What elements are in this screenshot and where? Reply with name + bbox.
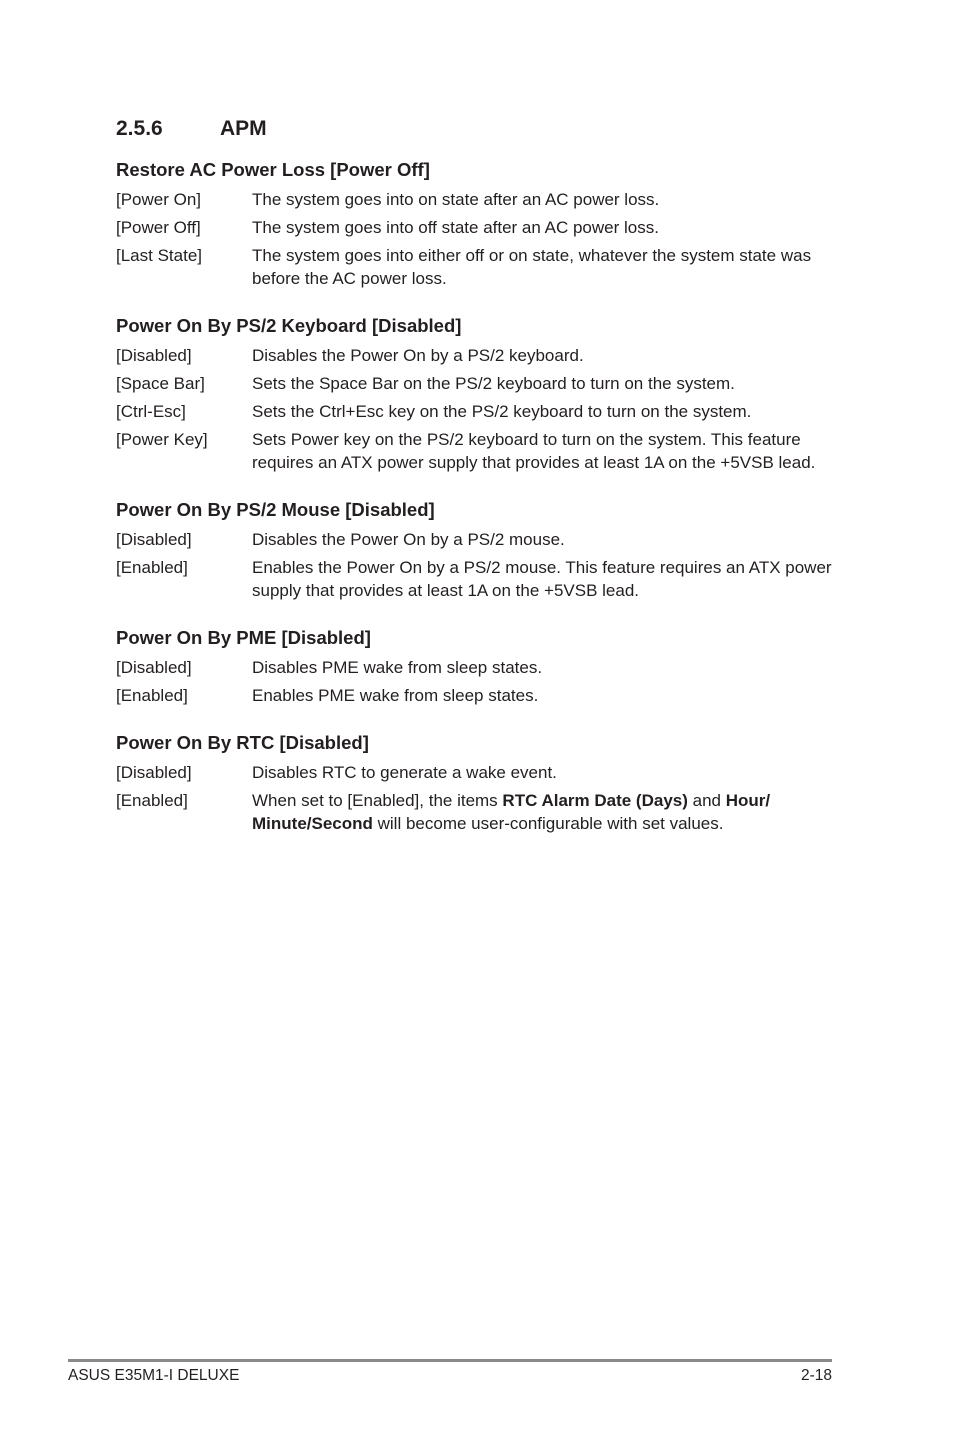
option-row: [116, 344, 836, 367]
option-label: [Disabled]: [116, 658, 192, 677]
subsection-title: Restore AC Power Loss [Power Off]: [116, 159, 430, 180]
option-row: [116, 428, 836, 474]
option-description: The system goes into on state after an AC power loss.: [252, 190, 660, 209]
option-label: [Power Key]: [116, 430, 208, 449]
option-description: Enables the Power On by a PS/2 mouse. This feature requires an ATX power supply that provides at least 1A on the +5VSB lead.: [252, 558, 832, 600]
option-row: [116, 656, 836, 679]
option-row: [116, 556, 836, 602]
option-label: [Disabled]: [116, 346, 192, 365]
section-name: APM: [220, 117, 267, 140]
subsection-title: Power On By RTC [Disabled]: [116, 732, 369, 753]
option-row: [116, 528, 836, 551]
option-description: Sets the Space Bar on the PS/2 keyboard to turn on the system.: [252, 374, 735, 393]
footer-divider: [68, 1359, 832, 1362]
option-description: Sets the Ctrl+Esc key on the PS/2 keyboard to turn on the system.: [252, 402, 752, 421]
option-description: Disables PME wake from sleep states.: [252, 658, 543, 677]
option-label: [Power On]: [116, 190, 202, 209]
subsection-power-on-by-pme: [116, 626, 836, 707]
desc-text: When set to [Enabled], the items: [252, 791, 503, 810]
desc-bold-rtc-alarm-date: RTC Alarm Date (Days): [502, 791, 688, 810]
subsection-power-on-by-rtc: [116, 731, 836, 835]
option-row: [116, 789, 836, 835]
subsection-title: Power On By PS/2 Keyboard [Disabled]: [116, 315, 462, 336]
subsection-restore-ac-power-loss: [116, 158, 836, 290]
footer-page-number: 2-18: [800, 1367, 832, 1384]
subsection-power-on-by-ps2-mouse: [116, 498, 836, 602]
option-label: [Enabled]: [116, 686, 188, 705]
option-row: [116, 761, 836, 784]
option-description: [252, 789, 836, 835]
option-label: [Disabled]: [116, 763, 192, 782]
option-description: Disables the Power On by a PS/2 mouse.: [252, 530, 565, 549]
page-content: [116, 117, 836, 859]
subsection-title: Power On By PS/2 Mouse [Disabled]: [116, 499, 435, 520]
desc-bold-hour-minute-second: Hour/ Minute/Second: [252, 791, 771, 833]
section-number: 2.5.6: [116, 117, 163, 140]
option-row: [116, 400, 836, 423]
section-title: [116, 117, 836, 141]
option-description: The system goes into off state after an AC power loss.: [252, 218, 659, 237]
option-label: [Last State]: [116, 246, 202, 265]
desc-text: and: [687, 791, 726, 810]
option-description: Enables PME wake from sleep states.: [252, 686, 539, 705]
footer-product-name: ASUS E35M1-I DELUXE: [68, 1367, 240, 1384]
option-row: [116, 244, 836, 290]
option-label: [Ctrl-Esc]: [116, 402, 186, 421]
option-description: The system goes into either off or on state, whatever the system state was before the AC power loss.: [252, 246, 812, 288]
option-label: [Power Off]: [116, 218, 201, 237]
option-row: [116, 216, 836, 239]
option-label: [Disabled]: [116, 530, 192, 549]
subsection-power-on-by-ps2-keyboard: [116, 314, 836, 474]
option-description: Disables the Power On by a PS/2 keyboard.: [252, 346, 584, 365]
option-label: [Space Bar]: [116, 374, 205, 393]
option-row: [116, 372, 836, 395]
option-label: [Enabled]: [116, 558, 188, 577]
subsection-title: Power On By PME [Disabled]: [116, 627, 371, 648]
option-description: Sets Power key on the PS/2 keyboard to turn on the system. This feature requires an ATX power supply that provides at least 1A on the +5VSB lead.: [252, 430, 816, 472]
option-description: Disables RTC to generate a wake event.: [252, 763, 557, 782]
option-label: [Enabled]: [116, 791, 188, 810]
desc-text: will become user-configurable with set values.: [372, 814, 724, 833]
option-row: [116, 684, 836, 707]
option-row: [116, 188, 836, 211]
